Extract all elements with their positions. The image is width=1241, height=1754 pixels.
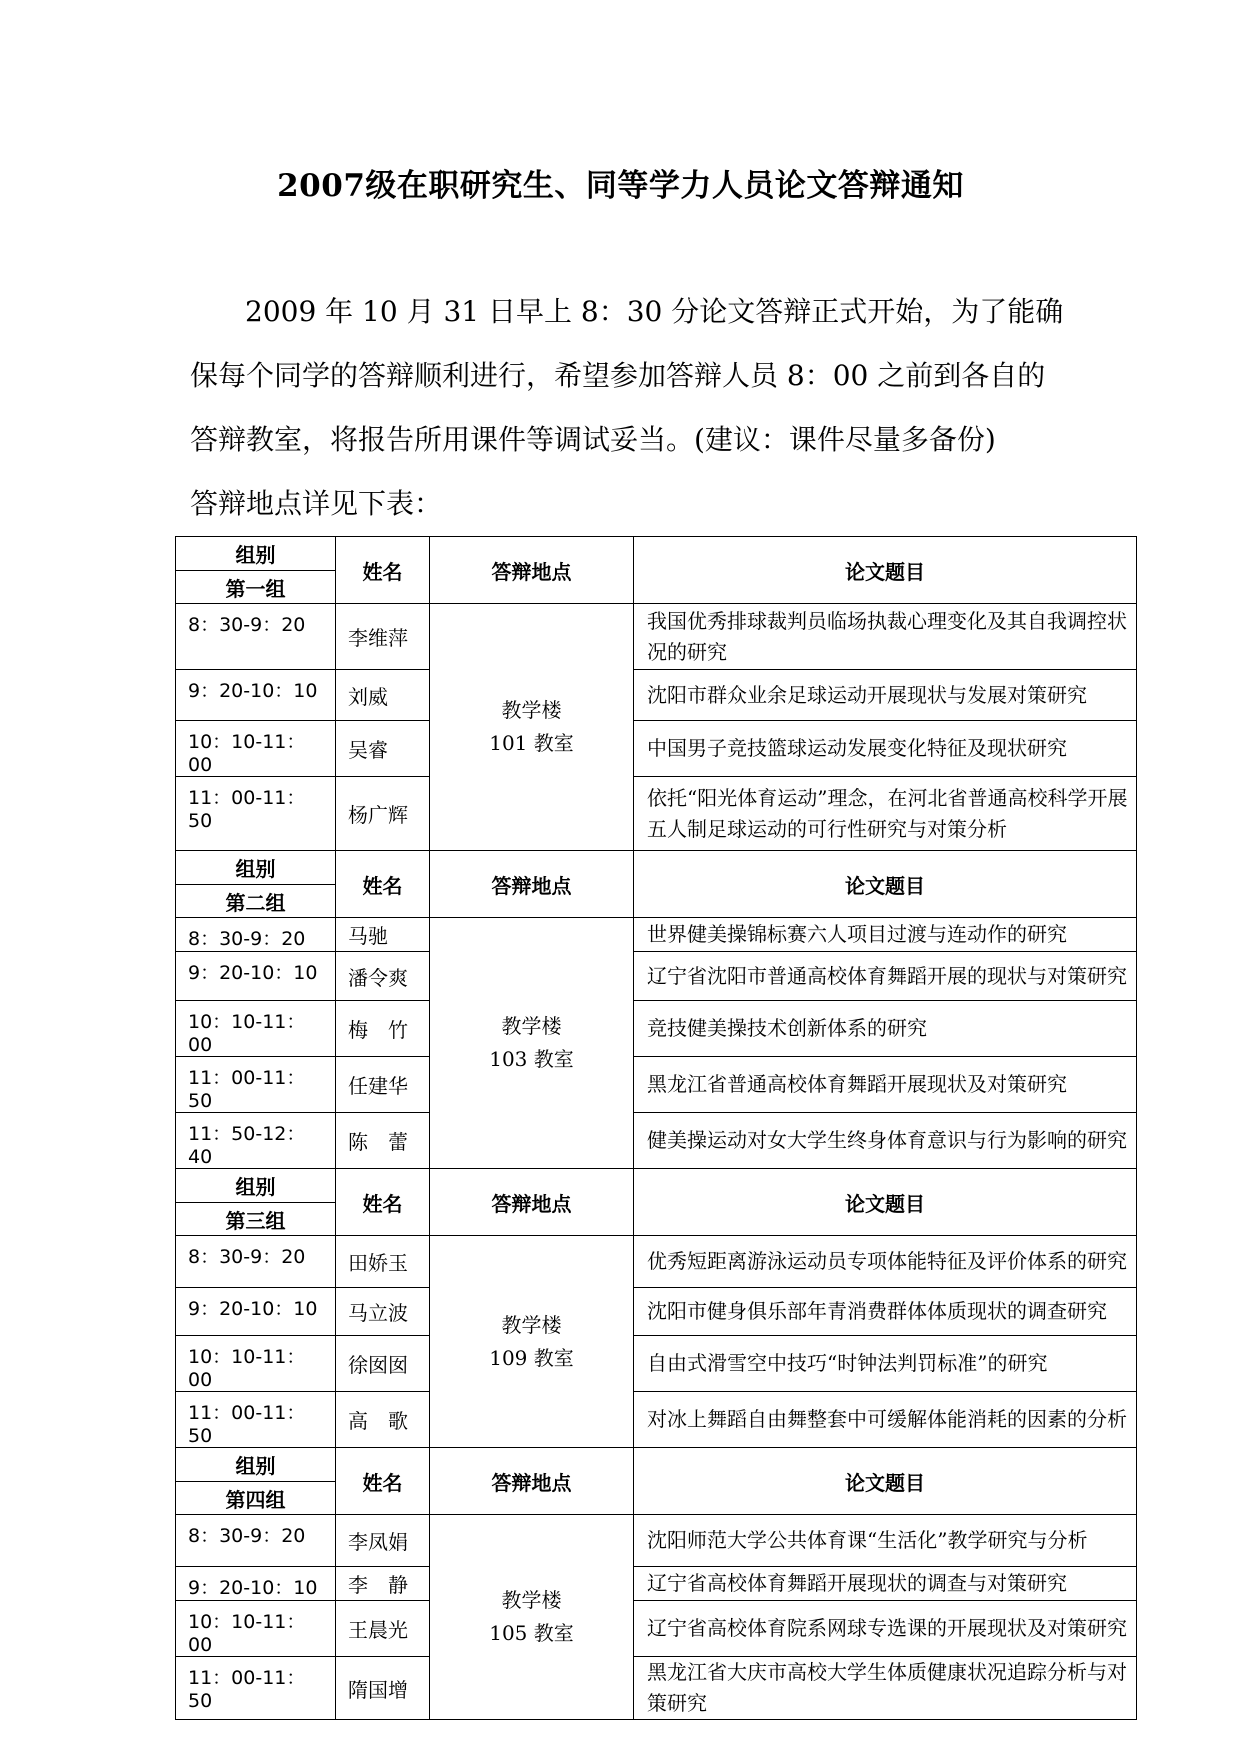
group-name-cell: 第一组	[176, 571, 336, 604]
student-name-cell: 高 歌	[336, 1392, 430, 1448]
name-header-cell: 姓名	[336, 851, 430, 918]
table-row	[176, 1288, 1137, 1336]
table-row	[176, 1657, 1137, 1720]
location-cell: 教学楼 105 教室	[430, 1515, 634, 1720]
thesis-topic-cell: 沈阳师范大学公共体育课“生活化”教学研究与分析	[634, 1515, 1137, 1567]
thesis-topic-cell: 沈阳市健身俱乐部年青消费群体体质现状的调查研究	[634, 1288, 1137, 1336]
group-label-cell: 组别	[176, 1169, 336, 1203]
group-name-cell: 第三组	[176, 1203, 336, 1236]
group-header-row	[176, 851, 1137, 885]
group-header-row	[176, 537, 1137, 571]
table-row	[176, 721, 1137, 777]
time-slot-cell: 9：20-10：10	[176, 670, 336, 721]
thesis-topic-cell: 世界健美操锦标赛六人项目过渡与连动作的研究	[634, 918, 1137, 952]
thesis-topic-cell: 黑龙江省大庆市高校大学生体质健康状况追踪分析与对策研究	[634, 1657, 1137, 1720]
table-row	[176, 1567, 1137, 1601]
time-slot-cell: 8：30-9：20	[176, 604, 336, 670]
table-row	[176, 1113, 1137, 1169]
group-label-cell: 组别	[176, 537, 336, 571]
topic-header-cell: 论文题目	[634, 537, 1137, 604]
student-name-cell: 李 静	[336, 1567, 430, 1601]
thesis-topic-cell: 我国优秀排球裁判员临场执裁心理变化及其自我调控状况的研究	[634, 604, 1137, 670]
location-header-cell: 答辩地点	[430, 537, 634, 604]
student-name-cell: 杨广辉	[336, 777, 430, 851]
table-row	[176, 952, 1137, 1001]
thesis-topic-cell: 辽宁省沈阳市普通高校体育舞蹈开展的现状与对策研究	[634, 952, 1137, 1001]
time-slot-cell: 8：30-9：20	[176, 1515, 336, 1567]
student-name-cell: 徐囡囡	[336, 1336, 430, 1392]
group-label-cell: 组别	[176, 851, 336, 885]
thesis-topic-cell: 健美操运动对女大学生终身体育意识与行为影响的研究	[634, 1113, 1137, 1169]
time-slot-cell: 9：20-10：10	[176, 1288, 336, 1336]
time-slot-cell: 11：00-11：50	[176, 777, 336, 851]
time-slot-cell: 9：20-10：10	[176, 1567, 336, 1601]
student-name-cell: 任建华	[336, 1057, 430, 1113]
thesis-topic-cell: 辽宁省高校体育舞蹈开展现状的调查与对策研究	[634, 1567, 1137, 1601]
student-name-cell: 田娇玉	[336, 1236, 430, 1288]
time-slot-cell: 9：20-10：10	[176, 952, 336, 1001]
group-name-cell: 第四组	[176, 1482, 336, 1515]
student-name-cell: 刘威	[336, 670, 430, 721]
student-name-cell: 李凤娟	[336, 1515, 430, 1567]
student-name-cell: 马立波	[336, 1288, 430, 1336]
group-header-row	[176, 1169, 1137, 1203]
topic-header-cell: 论文题目	[634, 1169, 1137, 1236]
thesis-topic-cell: 中国男子竞技篮球运动发展变化特征及现状研究	[634, 721, 1137, 777]
time-slot-cell: 10：10-11：00	[176, 1336, 336, 1392]
topic-header-cell: 论文题目	[634, 851, 1137, 918]
thesis-topic-cell: 依托“阳光体育运动”理念，在河北省普通高校科学开展五人制足球运动的可行性研究与对策分析	[634, 777, 1137, 851]
table-row	[176, 1601, 1137, 1657]
notice-paragraph-line-4: 答辩地点详见下表：	[190, 487, 443, 520]
topic-header-cell: 论文题目	[634, 1448, 1137, 1515]
time-slot-cell: 10：10-11：00	[176, 721, 336, 777]
student-name-cell: 梅 竹	[336, 1001, 430, 1057]
notice-paragraph-line-2: 保每个同学的答辩顺利进行，希望参加答辩人员 8：00 之前到各自的	[190, 359, 1046, 392]
time-slot-cell: 11：00-11：50	[176, 1657, 336, 1720]
time-slot-cell: 11：50-12：40	[176, 1113, 336, 1169]
table-row	[176, 1236, 1137, 1288]
table-row	[176, 604, 1137, 670]
student-name-cell: 李维萍	[336, 604, 430, 670]
location-cell: 教学楼 103 教室	[430, 918, 634, 1169]
table-row	[176, 777, 1137, 851]
name-header-cell: 姓名	[336, 1169, 430, 1236]
location-header-cell: 答辩地点	[430, 1169, 634, 1236]
time-slot-cell: 11：00-11：50	[176, 1392, 336, 1448]
table-row	[176, 1336, 1137, 1392]
time-slot-cell: 10：10-11：00	[176, 1601, 336, 1657]
student-name-cell: 王晨光	[336, 1601, 430, 1657]
location-header-cell: 答辩地点	[430, 1448, 634, 1515]
location-cell: 教学楼 109 教室	[430, 1236, 634, 1448]
name-header-cell: 姓名	[336, 1448, 430, 1515]
table-row	[176, 1001, 1137, 1057]
thesis-topic-cell: 自由式滑雪空中技巧“时钟法判罚标准”的研究	[634, 1336, 1137, 1392]
student-name-cell: 陈 蕾	[336, 1113, 430, 1169]
location-header-cell: 答辩地点	[430, 851, 634, 918]
group-name-cell: 第二组	[176, 885, 336, 918]
student-name-cell: 潘令爽	[336, 952, 430, 1001]
thesis-topic-cell: 沈阳市群众业余足球运动开展现状与发展对策研究	[634, 670, 1137, 721]
student-name-cell: 隋国增	[336, 1657, 430, 1720]
notice-paragraph-line-3: 答辩教室，将报告所用课件等调试妥当。(建议：课件尽量多备份)	[190, 423, 996, 456]
group-label-cell: 组别	[176, 1448, 336, 1482]
name-header-cell: 姓名	[336, 537, 430, 604]
thesis-topic-cell: 优秀短距离游泳运动员专项体能特征及评价体系的研究	[634, 1236, 1137, 1288]
table-row	[176, 1515, 1137, 1567]
table-row	[176, 918, 1137, 952]
time-slot-cell: 10：10-11：00	[176, 1001, 336, 1057]
defense-schedule-table	[175, 536, 1137, 1720]
student-name-cell: 马驰	[336, 918, 430, 952]
location-cell: 教学楼 101 教室	[430, 604, 634, 851]
time-slot-cell: 8：30-9：20	[176, 1236, 336, 1288]
time-slot-cell: 8：30-9：20	[176, 918, 336, 952]
thesis-topic-cell: 对冰上舞蹈自由舞整套中可缓解体能消耗的因素的分析	[634, 1392, 1137, 1448]
table-row	[176, 1392, 1137, 1448]
time-slot-cell: 11：00-11：50	[176, 1057, 336, 1113]
thesis-topic-cell: 竞技健美操技术创新体系的研究	[634, 1001, 1137, 1057]
student-name-cell: 吴睿	[336, 721, 430, 777]
thesis-topic-cell: 辽宁省高校体育院系网球专选课的开展现状及对策研究	[634, 1601, 1137, 1657]
thesis-topic-cell: 黑龙江省普通高校体育舞蹈开展现状及对策研究	[634, 1057, 1137, 1113]
table-row	[176, 1057, 1137, 1113]
document-title: 2007级在职研究生、同等学力人员论文答辩通知	[277, 168, 964, 204]
group-header-row	[176, 1448, 1137, 1482]
notice-paragraph-line-1: 2009 年 10 月 31 日早上 8：30 分论文答辩正式开始，为了能确	[245, 295, 1064, 328]
table-row	[176, 670, 1137, 721]
